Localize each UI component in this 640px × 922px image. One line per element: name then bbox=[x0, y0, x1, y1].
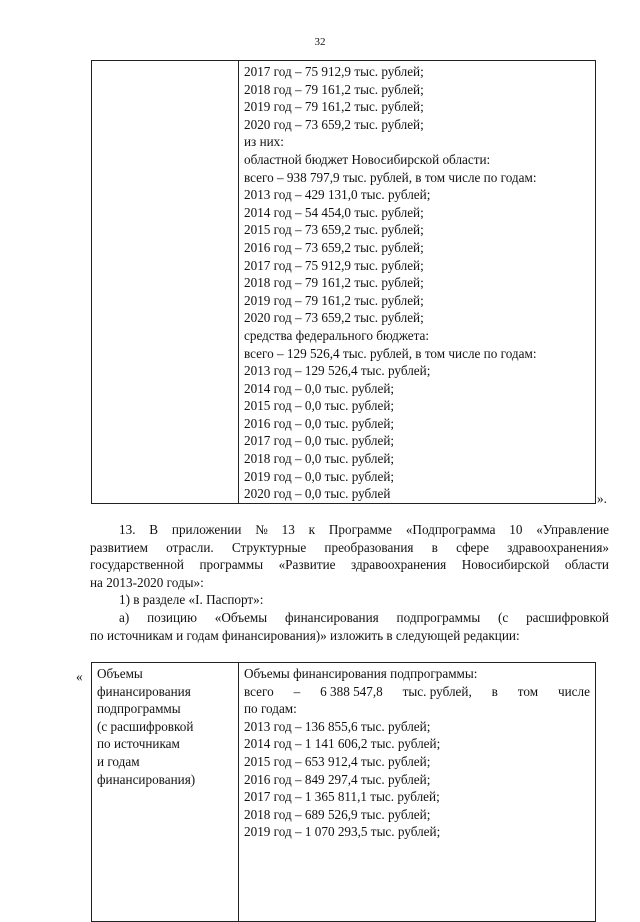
funding-line: 2013 год – 429 131,0 тыс. рублей; bbox=[244, 187, 431, 203]
word: финансирования bbox=[284, 609, 379, 625]
funding-line: 2016 год – 73 659,2 тыс. рублей; bbox=[244, 239, 424, 255]
funding-line: 2013 год – 136 855,6 тыс. рублей; bbox=[244, 718, 431, 734]
word: числе bbox=[557, 683, 590, 699]
word: «Управление bbox=[536, 522, 609, 537]
word: приложении bbox=[171, 522, 242, 537]
section-13-line-1 bbox=[90, 521, 609, 539]
funding-line: 2015 год – 653 912,4 тыс. рублей; bbox=[244, 753, 431, 769]
word: подпрограммы bbox=[396, 609, 481, 625]
word: «Развитие bbox=[278, 557, 336, 573]
label-line: подпрограммы bbox=[97, 701, 181, 717]
funding-line: 2018 год – 79 161,2 тыс. рублей; bbox=[244, 81, 424, 97]
word: том bbox=[517, 683, 539, 699]
funding-line: 2018 год – 0,0 тыс. рублей; bbox=[244, 451, 395, 467]
funding-line: 2013 год – 129 526,4 тыс. рублей; bbox=[244, 363, 431, 379]
word: в bbox=[431, 539, 438, 555]
word: области bbox=[564, 557, 609, 573]
funding-label-cell bbox=[92, 663, 239, 922]
funding-line: 2018 год – 689 526,9 тыс. рублей; bbox=[244, 806, 431, 822]
item-a-line-1 bbox=[90, 609, 609, 627]
funding-line: областной бюджет Новосибирской области: bbox=[244, 151, 491, 167]
funding-table-continued bbox=[91, 60, 596, 504]
word: Программе bbox=[328, 522, 393, 537]
word: здравоохранения bbox=[350, 557, 447, 573]
funding-line: 2020 год – 73 659,2 тыс. рублей; bbox=[244, 116, 424, 132]
funding-line: 2020 год – 0,0 тыс. рублей bbox=[244, 486, 391, 502]
funding-details-cell bbox=[239, 61, 596, 504]
funding-line: средства федерального бюджета: bbox=[244, 327, 430, 343]
funding-line: 2020 год – 73 659,2 тыс. рублей; bbox=[244, 310, 424, 326]
funding-line: 2017 год – 1 365 811,1 тыс. рублей; bbox=[244, 789, 440, 805]
funding-line: 2019 год – 79 161,2 тыс. рублей; bbox=[244, 292, 424, 308]
word: тыс. рублей, bbox=[402, 683, 472, 699]
word: всего bbox=[244, 683, 274, 699]
funding-line: 2015 год – 0,0 тыс. рублей; bbox=[244, 398, 395, 414]
section-13-line-2 bbox=[90, 539, 609, 557]
item-a-line-2: по источникам и годам финансирования)» изложить в следующей редакции: bbox=[90, 627, 520, 643]
word: программы bbox=[199, 557, 264, 573]
word: преобразования bbox=[324, 539, 414, 555]
word: развитием bbox=[90, 539, 148, 555]
label-line: по источникам bbox=[97, 736, 180, 752]
funding-line: всего – 129 526,4 тыс. рублей, в том числе по годам: bbox=[244, 345, 537, 361]
funding-line: 2019 год – 79 161,2 тыс. рублей; bbox=[244, 99, 424, 115]
word: к bbox=[308, 522, 316, 537]
label-line: (с расшифровкой bbox=[97, 718, 194, 734]
closing-quote: ». bbox=[597, 491, 607, 506]
label-line: Объемы bbox=[97, 666, 143, 681]
word: – bbox=[293, 683, 301, 699]
funding-line: 2017 год – 75 912,9 тыс. рублей; bbox=[244, 257, 424, 273]
word: № bbox=[255, 522, 268, 537]
funding-title: Объемы финансирования подпрограммы: bbox=[244, 666, 478, 681]
word: здравоохранения» bbox=[507, 539, 609, 555]
word: сфере bbox=[456, 539, 489, 555]
item-1: 1) в разделе «I. Паспорт»: bbox=[119, 592, 264, 608]
word: государственной bbox=[90, 557, 184, 573]
label-line: финансирования bbox=[97, 683, 191, 699]
word: а) bbox=[119, 609, 130, 625]
section-13-line-4: на 2013-2020 годы»: bbox=[90, 574, 204, 590]
funding-line: 2017 год – 0,0 тыс. рублей; bbox=[244, 433, 395, 449]
word: 13. bbox=[119, 522, 136, 537]
word: Структурные bbox=[231, 539, 307, 555]
word: расшифровкой bbox=[526, 609, 609, 625]
funding-line: всего – 938 797,9 тыс. рублей, в том числе по годам: bbox=[244, 169, 537, 185]
funding-table-new bbox=[91, 662, 596, 922]
label-line: финансирования) bbox=[97, 771, 196, 787]
word: отрасли. bbox=[166, 539, 214, 555]
funding-line: 2015 год – 73 659,2 тыс. рублей; bbox=[244, 222, 424, 238]
word: позицию bbox=[147, 609, 197, 625]
label-line: и годам bbox=[97, 753, 140, 769]
funding-line: 2014 год – 0,0 тыс. рублей; bbox=[244, 380, 395, 396]
funding-line: из них: bbox=[244, 134, 284, 150]
funding-line: 2019 год – 1 070 293,5 тыс. рублей; bbox=[244, 824, 441, 840]
section-13-line-3 bbox=[90, 556, 609, 574]
funding-values-cell bbox=[239, 663, 596, 922]
word: 10 bbox=[509, 522, 523, 537]
funding-line: по годам: bbox=[244, 701, 297, 717]
opening-quote: « bbox=[76, 669, 83, 684]
word: в bbox=[491, 683, 498, 699]
funding-line: 2014 год – 54 454,0 тыс. рублей; bbox=[244, 204, 424, 220]
funding-line: 2016 год – 849 297,4 тыс. рублей; bbox=[244, 771, 431, 787]
word: «Объемы bbox=[214, 609, 268, 625]
funding-line: 2016 год – 0,0 тыс. рублей; bbox=[244, 415, 395, 431]
funding-line: 2019 год – 0,0 тыс. рублей; bbox=[244, 468, 395, 484]
word: (с bbox=[498, 609, 509, 625]
word: В bbox=[149, 522, 159, 537]
section-13-paragraph bbox=[90, 521, 609, 644]
word: «Подпрограмма bbox=[405, 522, 496, 537]
word: 6 388 547,8 bbox=[320, 683, 383, 699]
funding-line: 2018 год – 79 161,2 тыс. рублей; bbox=[244, 275, 424, 291]
word: 13 bbox=[281, 522, 295, 537]
page-number: 32 bbox=[314, 36, 326, 48]
funding-total-line bbox=[244, 683, 590, 701]
left-empty-cell bbox=[92, 61, 239, 504]
word: Новосибирской bbox=[461, 557, 550, 573]
funding-line: 2014 год – 1 141 606,2 тыс. рублей; bbox=[244, 736, 441, 752]
funding-line: 2017 год – 75 912,9 тыс. рублей; bbox=[244, 64, 424, 79]
